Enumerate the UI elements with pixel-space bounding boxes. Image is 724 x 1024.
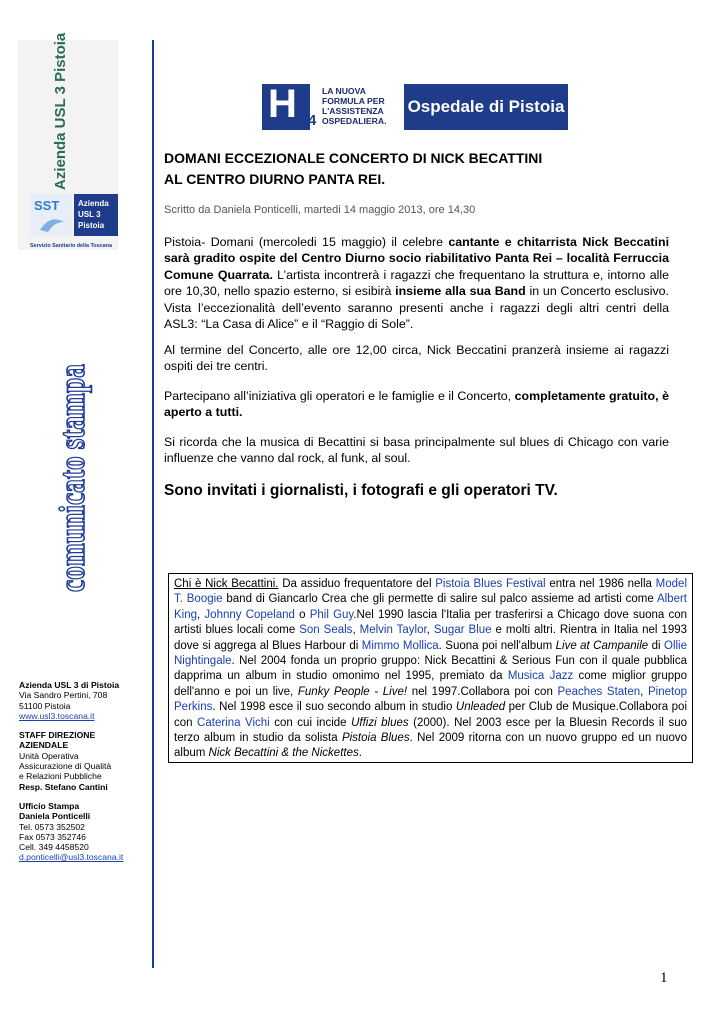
unit-label: e Relazioni Pubbliche [19, 771, 102, 782]
staff-label: AZIENDALE [19, 740, 69, 751]
address-line: Via Sandro Pertini, 708 [19, 690, 108, 701]
phone-number: Tel. 0573 352502 [19, 821, 85, 832]
svg-text:Servizio Sanitario della Tosca: Servizio Sanitario della Toscana [30, 243, 112, 249]
org-name: Azienda USL 3 di Pistoia [19, 680, 120, 690]
page-number: 1 [660, 970, 668, 986]
office-label: Ufficio Stampa [19, 800, 80, 811]
hospital-name: Ospedale di Pistoia [404, 84, 568, 130]
bio-link[interactable]: Peaches Staten [557, 685, 641, 698]
bio-link[interactable]: Mimmo Mollica [361, 639, 439, 652]
bio-link[interactable]: Model T. Boogie [174, 578, 687, 606]
bio-link[interactable]: Pinetop Perkins [174, 685, 688, 714]
bio-link[interactable]: Melvin Taylor [359, 624, 427, 637]
paragraph: Si ricorda che la musica di Becattini si basa principalmente sul blues di Chicago con varie influenze che vanno dal rock, al funk, al soul. [164, 435, 669, 466]
paragraph: Al termine del Concerto, alle ore 12,00 circa, Nick Beccatini pranzerà insieme ai ragazzi ospiti dei tre centri. [164, 343, 669, 374]
address-line: 51100 Pistoia [19, 700, 71, 711]
contact-block [19, 680, 149, 863]
unit-label: Assicurazione di Qualità [19, 761, 112, 772]
bio-link[interactable]: Sugar Blue [433, 624, 492, 637]
logo-tagline: LA NUOVA FORMULA PER L'ASSISTENZA OSPEDALIERA. [322, 86, 387, 126]
svg-text:Azienda: Azienda [78, 199, 109, 208]
press-invite: Sono invitati i giornalisti, i fotografi e gli operatori TV. [164, 482, 558, 499]
hospital-logo [262, 84, 568, 130]
unit-label: Unità Operativa [19, 750, 79, 761]
paragraph: Partecipano all’iniziativa gli operatori e le famiglie e il Concerto, completamente gratuito, è aperto a tutti. [164, 389, 669, 420]
svg-text:SST: SST [34, 198, 60, 213]
sst-logo [30, 192, 120, 252]
email-link[interactable]: d.ponticelli@usl3.toscana.it [19, 852, 124, 863]
bio-link[interactable]: Ollie Nightingale [174, 639, 688, 668]
bio-link[interactable]: Johnny Copeland [204, 608, 295, 621]
bio-link[interactable]: Musica Jazz [507, 670, 574, 683]
h4-number: 4 [308, 112, 317, 129]
comunicato-stampa-stamp [40, 360, 100, 600]
bio-link[interactable]: Albert King [174, 593, 687, 621]
staff-label: STAFF DIREZIONE [19, 730, 96, 741]
divider-line [152, 40, 154, 968]
svg-text:Pistoia: Pistoia [78, 221, 105, 230]
article-title: DOMANI ECCEZIONALE CONCERTO DI NICK BECATTINI AL CENTRO DIURNO PANTA REI. [164, 150, 543, 187]
press-contact-name: Daniela Ponticelli [19, 811, 91, 822]
bio-heading: Chi è Nick Becattini. [174, 578, 279, 590]
bio-link[interactable]: Caterina Vichi [197, 716, 270, 729]
byline: Scritto da Daniela Ponticelli, martedi 14 maggio 2013, ore 14,30 [164, 204, 476, 216]
bio-box: Chi è Nick Becattini. Da assiduo frequentatore del Pistoia Blues Festival entra nel 1986 nella Model T. Boogie band di Giancarlo Crea che gli permette di salire sul palco assieme ad artisti come Albert King, Johnny Copeland o Phil Guy.Nel 1990 lascia l'Italia per trasferirsi a Chicago dove suona con artisti blues locali come Son Seals, Melvin Taylor, Sugar Blue e molti altri. Rientra in Italia nel 1993 dove si aggrega al Blues Harbour di Mimmo Mollica. Suona poi nell'album Live at Campanile di Ollie Nightingale. Nel 2004 fonda un proprio gruppo: Nick Becattini & Serious Fun con il quale pubblica dapprima un album in studio omonimo nel 1995, premiato da Musica Jazz come miglior gruppo dell'anno e poi un live, Funky People - Live! nel 1997.Collabora poi con Peaches Staten, Pinetop Perkins. Nel 1998 esce il suo secondo album in studio Unleaded per Club de Musique.Collabora poi con Caterina Vichi con cui incide Uffizi blues (2000). Nel 2003 esce per la Bluesin Records il suo terzo album in studio da solista Pistoia Blues. Nel 2009 ritorna con un nuovo gruppo ed un nuovo album Nick Becattini & the Nickettes. [168, 573, 693, 763]
h-logo-box: H [262, 84, 310, 130]
bio-link[interactable]: Son Seals [299, 624, 353, 637]
svg-text:USL 3: USL 3 [78, 210, 101, 219]
org-vertical-label: Azienda USL 3 Pistoia [52, 32, 69, 190]
bio-link[interactable]: Phil Guy [309, 608, 354, 621]
paragraph: Pistoia- Domani (mercoledi 15 maggio) il celebre cantante e chitarrista Nick Beccatini sarà gradito ospite del Centro Diurno socio riabilitativo Panta Rei – località Ferruccia Comune Quarrata. L’artista incontrerà i ragazzi che frequentano la struttura e, intorno alle ore 10,30, nello spazio esterno, si esibirà insieme alla sua Band in un Concerto esclusivo. Vista l’eccezionalità dell’evento saranno presenti anche i ragazzi degli altri centri della ASL3: “La Casa di Alice” e il “Raggio di Sole”. [164, 235, 670, 332]
responsible-name: Resp. Stefano Cantini [19, 781, 108, 792]
cell-number: Cell. 349 4458520 [19, 842, 89, 853]
website-link[interactable]: www.usl3.toscana.it [19, 710, 95, 721]
svg-text:comunicato stampa: comunicato stampa [52, 360, 92, 592]
bio-link[interactable]: Pistoia Blues Festival [435, 578, 546, 590]
fax-number: Fax 0573 352746 [19, 831, 86, 842]
